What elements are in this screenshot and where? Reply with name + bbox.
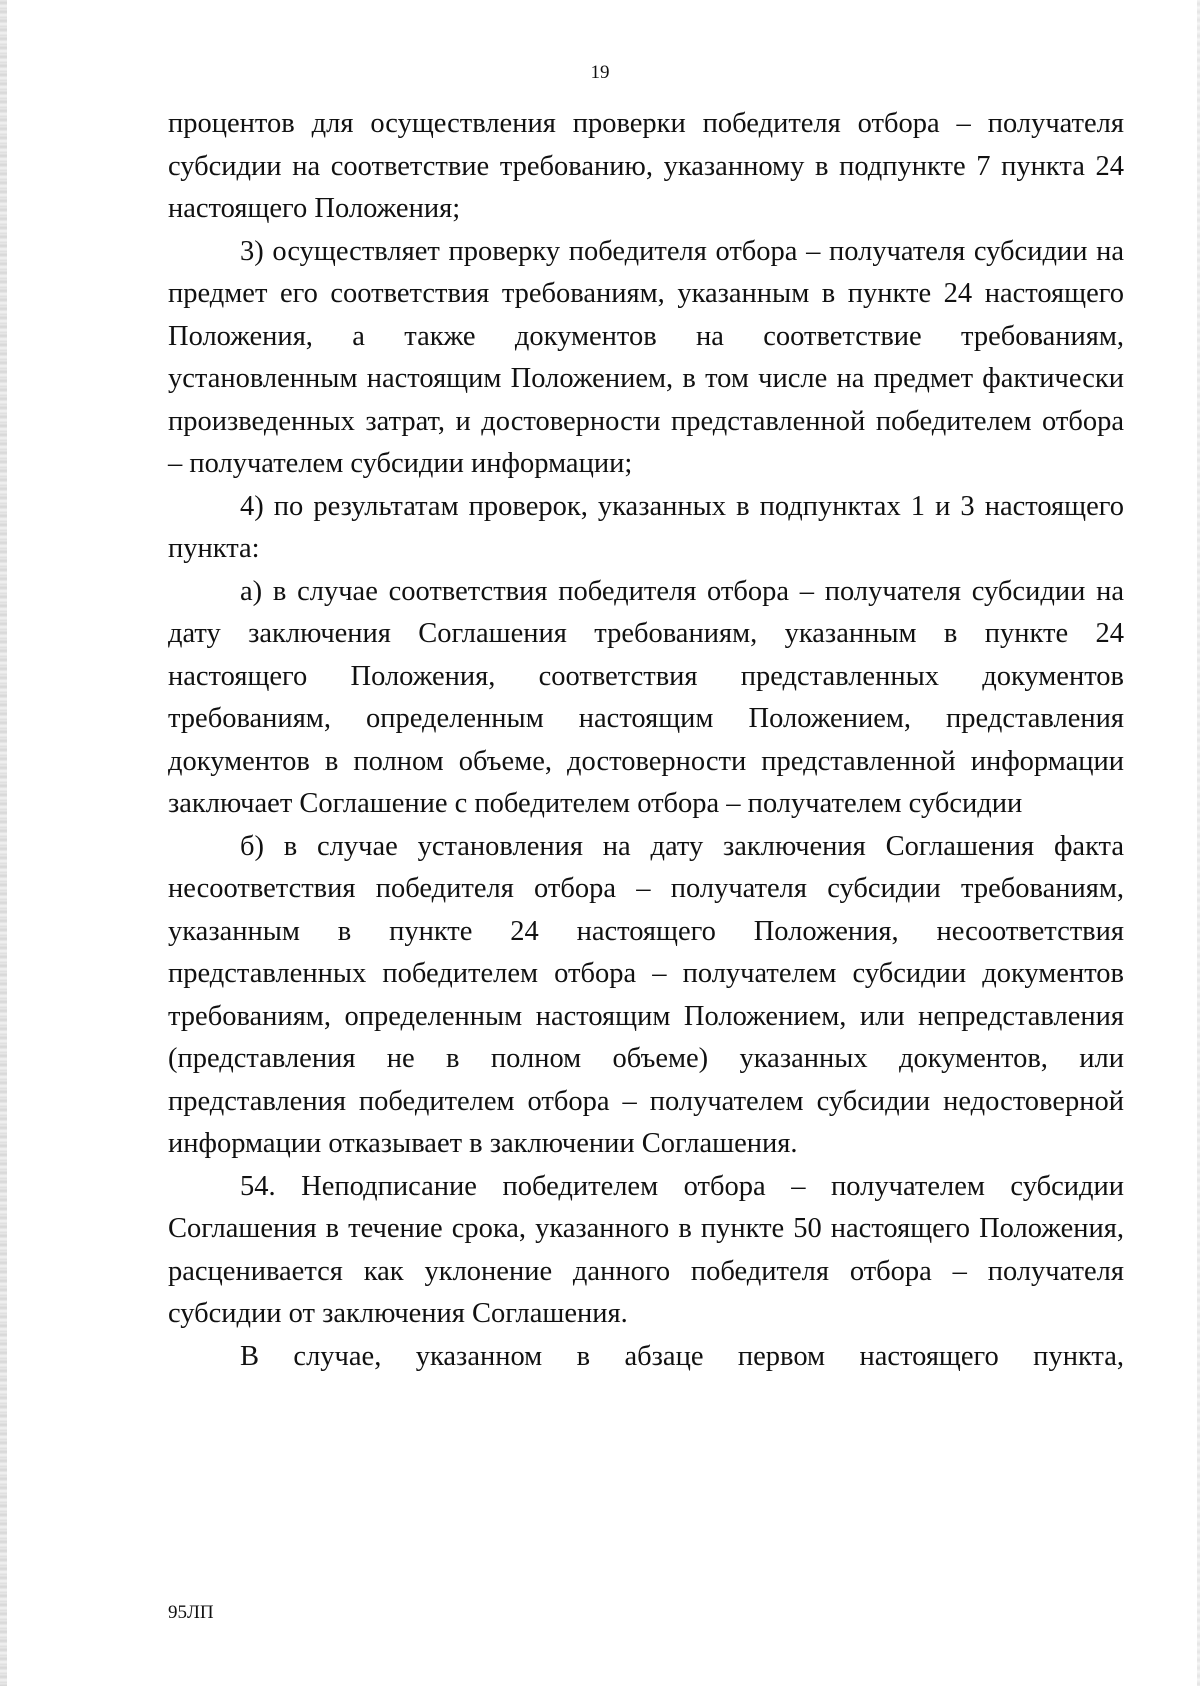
paragraph-case: В случае, указанном в абзаце первом настоящего пункта, — [240, 1340, 1124, 1372]
paragraph-continuation: процентов для осуществления проверки победителя отбора – получателя субсидии на соответствие требованию, указанному в подпункте 7 пункта 24 настоящего Положения; — [168, 108, 1124, 224]
paragraph-item-3: 3) осуществляет проверку победителя отбора – получателя субсидии на предмет его соответствия требованиям, указанным в пункте 24 настоящего Положения, а также документов на соответствие требованиям, установленным настоящим Положением, в том числе на предмет фактически произведенных затрат, и достоверности представленной победителем отбора – получателем субсидии информации; — [168, 235, 1124, 479]
paragraph-item-a: а) в случае соответствия победителя отбора – получателя субсидии на дату заключения Соглашения требованиям, указанным в пункте 24 настоящего Положения, соответствия представленных документов требованиям, определенным настоящим Положением, представления документов в полном объеме, достоверности представленной информации заключает Соглашение с победителем отбора – получателем субсидии — [168, 575, 1124, 819]
paragraph-item-4: 4) по результатам проверок, указанных в подпунктах 1 и 3 настоящего пункта: — [168, 490, 1124, 564]
footer-document-code: 95ЛП — [168, 1602, 214, 1623]
page-number: 19 — [590, 62, 610, 83]
document-body — [168, 103, 1124, 1378]
paragraph-item-54: 54. Неподписание победителем отбора – получателем субсидии Соглашения в течение срока, указанного в пункте 50 настоящего Положения, расценивается как уклонение данного победителя отбора – получателя субсидии от заключения Соглашения. — [168, 1170, 1124, 1329]
paragraph-item-b: б) в случае установления на дату заключения Соглашения факта несоответствия победителя отбора – получателя субсидии требованиям, указанным в пункте 24 настоящего Положения, несоответствия представленных победителем отбора – получателем субсидии документов требованиям, определенным настоящим Положением, или непредставления (представления не в полном объеме) указанных документов, или представления победителем отбора – получателем субсидии недостоверной информации отказывает в заключении Соглашения. — [168, 830, 1124, 1159]
scan-edge-left — [0, 0, 7, 1686]
